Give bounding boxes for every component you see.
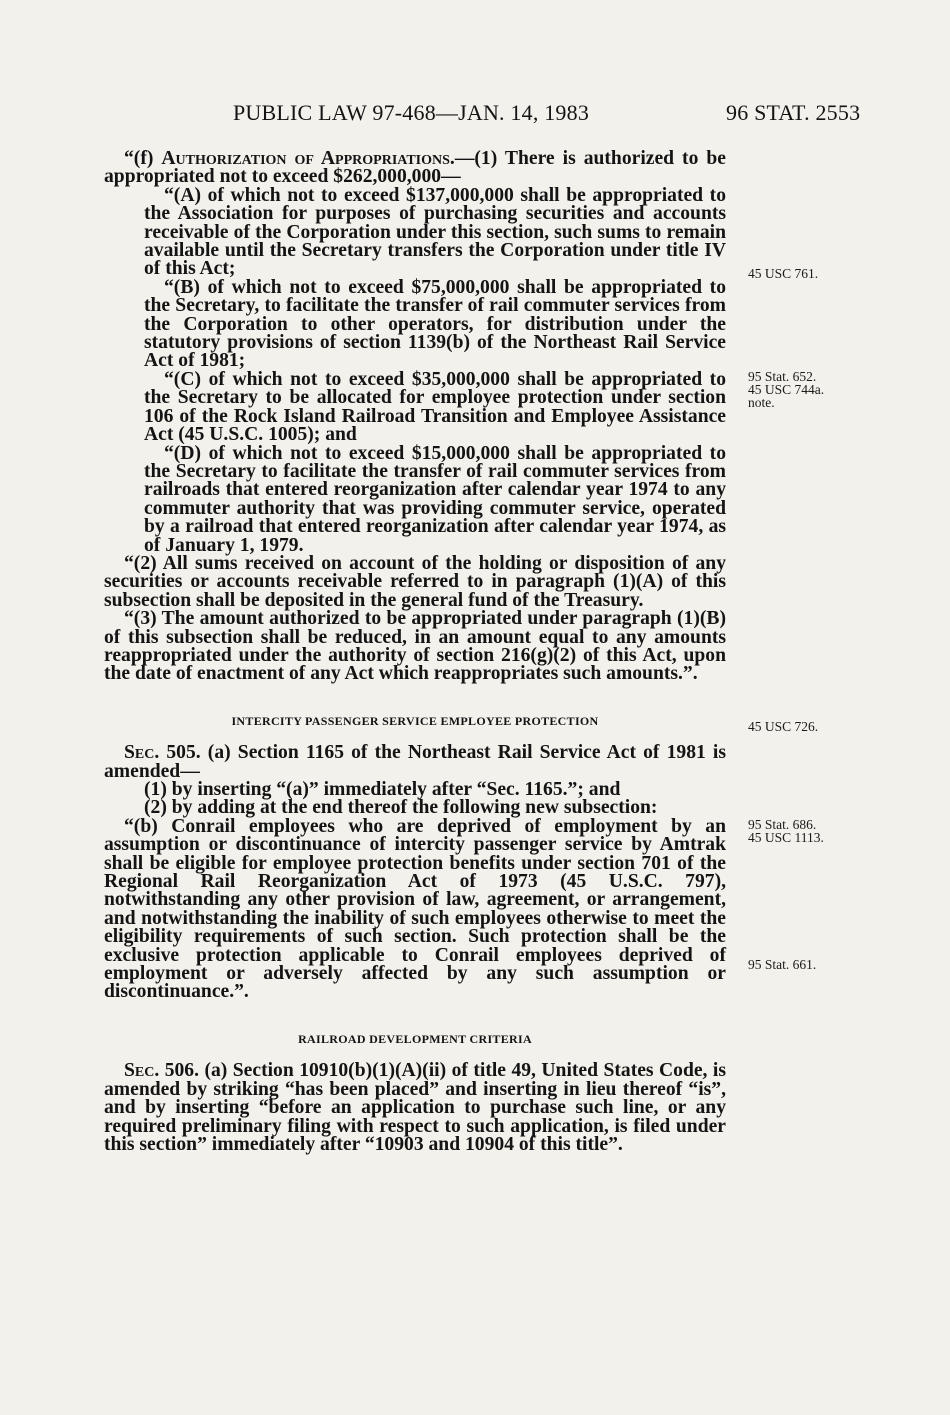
margin-note-line: 95 Stat. 661.: [748, 957, 817, 972]
subsection-f-text: —(1) There is authorized to be appropriated not to exceed $262,000,000—: [104, 148, 726, 188]
statute-body: [104, 150, 726, 1154]
margin-note-line: 45 USC 1113.: [748, 830, 824, 845]
margin-note-45-usc-726: [748, 720, 818, 733]
paragraph-2: “(2) All sums received on account of the holding or disposition of any securities or accounts receivable referred to in paragraph (1)(A) of this subsection shall be deposited in the general fund of the Treasury.: [104, 552, 726, 611]
section-505-subsection-b: “(b) Conrail employees who are deprived of employment by an assumption or discontinuance of intercity passenger service by Amtrak shall be eligible for employee protection benefits under section 701 of the Regional Rail Reorganization Act of 1973 (45 U.S.C. 797), notwithstanding any other provision of law, agreement, or arrangement, and notwithstanding the inability of such employees otherwise to meet the eligibility requirements of such section. Such protection shall be the exclusive protection applicable to Conrail employees deprived of employment or adversely affected by any such assumption or discontinuance.”.: [104, 815, 726, 1003]
paragraph-3: “(3) The amount authorized to be appropriated under paragraph (1)(B) of this subsection shall be reduced, in an amount equal to any amounts reappropriated under the authority of section 216(g)(2) of this Act, upon the date of enactment of any Act which reappropriates such amounts.”.: [104, 608, 726, 685]
subparagraph-a: “(A) of which not to exceed $137,000,000 shall be appropriated to the Association for purposes of purchasing securities and accounts receivable of the Corporation under this section, such sums to remain available until the Secretary transfers the Corporation under title IV of this Act;: [144, 184, 726, 280]
subsection-f-open: “(f): [124, 148, 162, 169]
subparagraph-d: “(D) of which not to exceed $15,000,000 shall be appropriated to the Secretary to facilitate the transfer of rail commuter services from railroads that entered reorganization after calendar year 1974 to any commuter authority that was providing commuter service, operated by a railroad that entered reorganization after calendar year 1974, as of January 1, 1979.: [144, 442, 726, 556]
running-header-title: PUBLIC LAW 97-468—JAN. 14, 1983: [233, 100, 590, 125]
margin-note-line: 95 Stat. 686.: [748, 817, 817, 832]
margin-note-line: note.: [748, 395, 775, 410]
section-505-intro: [104, 744, 726, 781]
section-506-text: (a) Section 10910(b)(1)(A)(ii) of title 49, United States Code, is amended by striking “has been placed” and inserting in lieu thereof “is”, and by inserting “before an application to purchase such line, or any required preliminary filing with respect to such application, is filed under this section” immediately after “10903 and 10904 of this title”.: [104, 1060, 726, 1155]
section-505-clause-1: (1) by inserting “(a)” immediately after “Sec. 1165.”; and: [144, 779, 621, 800]
margin-note-95-stat-661: [748, 958, 816, 971]
section-506-label: Sec. 506.: [124, 1060, 199, 1082]
section-505-label: Sec. 505.: [124, 742, 201, 764]
subparagraph-c: “(C) of which not to exceed $35,000,000 shall be appropriated to the Secretary to be allocated for employee protection under section 106 of the Rock Island Railroad Transition and Employee Assistance Act (45 U.S.C. 1005); and: [144, 368, 726, 446]
margin-note-line: 95 Stat. 652.: [748, 369, 817, 384]
section-506-text-block: [104, 1062, 726, 1154]
margin-note-line: 45 USC 761.: [748, 266, 819, 281]
subparagraph-b: “(B) of which not to exceed $75,000,000 shall be appropriated to the Secretary, to facilitate the transfer of rail commuter services from the Corporation to other operators, for distribution under the statutory provisions of section 1139(b) of the Northeast Rail Service Act of 1981;: [144, 276, 726, 372]
running-header-stat-page: 96 STAT. 2553: [726, 100, 861, 125]
margin-note-line: 45 USC 726.: [748, 719, 819, 734]
margin-note-line: 45 USC 744a.: [748, 382, 825, 397]
subsection-f-heading: Authorization of Appropriations.: [161, 148, 455, 169]
subsection-f-intro: [104, 150, 726, 187]
section-505-clause-2: (2) by adding at the end thereof the following new subsection:: [144, 797, 658, 819]
margin-note-95-stat-686: [748, 818, 824, 844]
section-505-text: (a) Section 1165 of the Northeast Rail Service Act of 1981 is amended—: [104, 742, 726, 782]
section-505-heading: INTERCITY PASSENGER SERVICE EMPLOYEE PROTECTION: [231, 713, 599, 728]
margin-note-95-stat-652: [748, 370, 824, 409]
section-506-heading: RAILROAD DEVELOPMENT CRITERIA: [298, 1031, 532, 1046]
margin-note-45-usc-761: [748, 267, 818, 280]
